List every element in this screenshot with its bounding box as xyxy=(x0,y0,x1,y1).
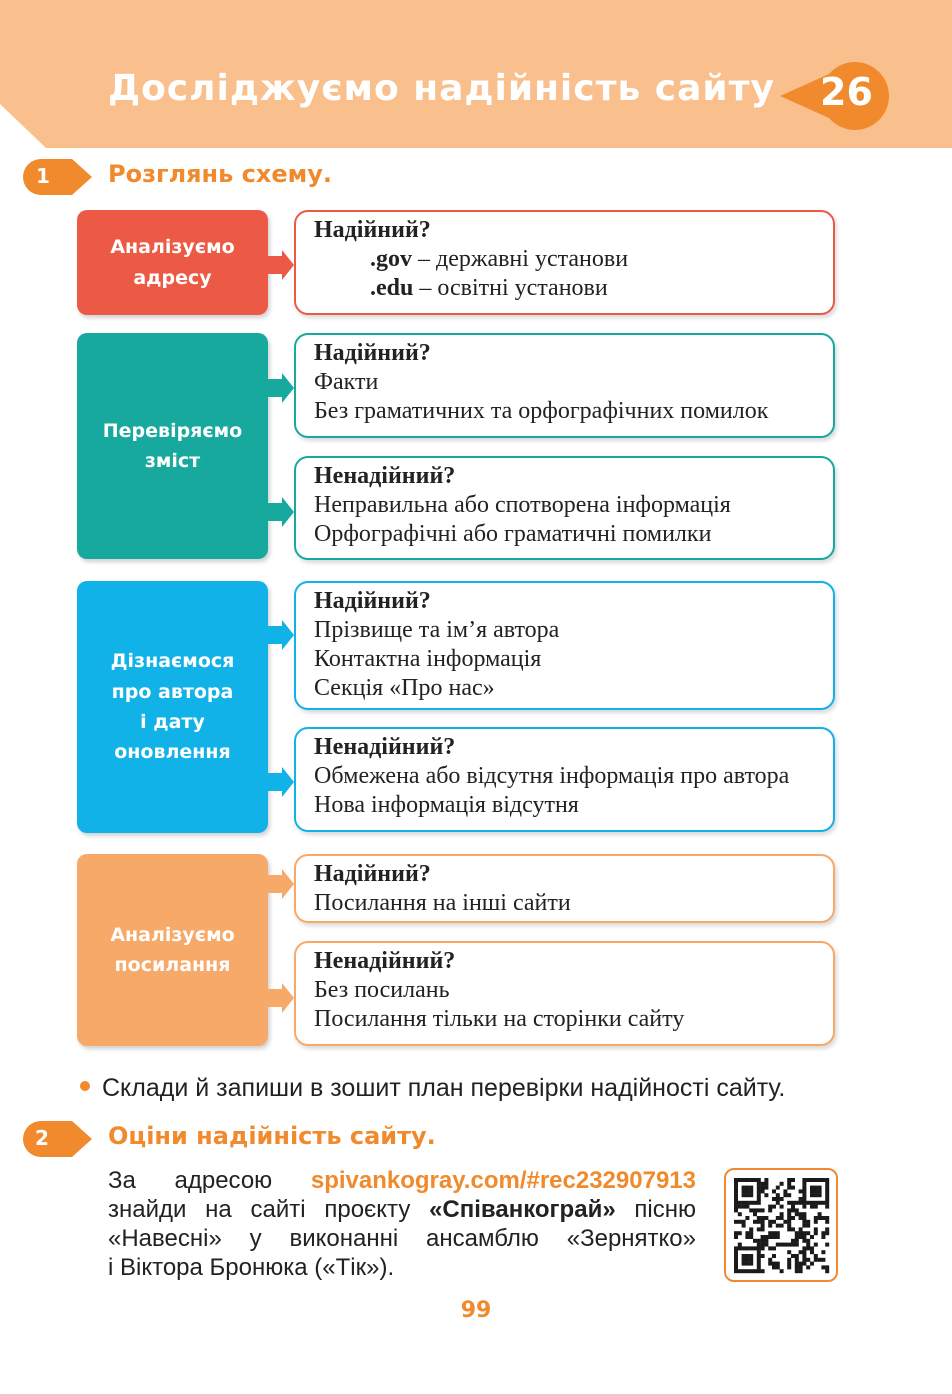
box-line: Неправильна або спотворена інформація xyxy=(314,492,731,518)
box-heading: Надійний? xyxy=(314,588,431,614)
box-line: Контактна інформація xyxy=(314,646,542,672)
arrow-icon xyxy=(268,620,294,650)
category-author-label: Дізнаємося про автора і дату оновлення xyxy=(110,650,235,764)
box-line: Прізвище та ім’я автора xyxy=(314,617,560,643)
instruction-bullet xyxy=(80,1074,785,1103)
box-line: Без граматичних та орфографічних помилок xyxy=(314,398,769,424)
text-line: і Віктора Бронюка («Тік»). xyxy=(108,1254,395,1281)
site-link[interactable]: spivankogray.com/#rec232907913 xyxy=(310,1167,696,1194)
box-line: .gov – державні установи xyxy=(370,246,629,272)
lesson-number: 26 xyxy=(820,70,873,114)
box-line: Посилання тільки на сторінки сайту xyxy=(314,1006,685,1032)
category-links-label: Аналізуємо посилання xyxy=(110,923,235,976)
page-number: 99 xyxy=(460,1298,492,1323)
box-line: Обмежена або відсутня інформація про автора xyxy=(314,763,790,789)
author-unreliable-box xyxy=(294,727,835,832)
box-heading: Надійний? xyxy=(314,861,431,887)
arrow-icon xyxy=(268,869,294,899)
category-links xyxy=(77,854,268,1046)
category-content-label: Перевіряємо зміст xyxy=(102,419,243,472)
arrow-icon xyxy=(268,373,294,403)
category-address xyxy=(77,210,268,315)
arrow-icon xyxy=(268,983,294,1013)
text-line: «Навесні» у виконанні ансамблю «Зернятко» xyxy=(108,1225,696,1252)
links-unreliable-box xyxy=(294,941,835,1046)
box-heading: Надійний? xyxy=(314,217,431,243)
task-2-text xyxy=(108,1166,696,1282)
box-line: .edu – освітні установи xyxy=(370,275,608,301)
box-heading: Ненадійний? xyxy=(314,734,456,760)
bullet-icon xyxy=(80,1081,90,1091)
task-1-number: 1 xyxy=(36,164,50,188)
box-heading: Ненадійний? xyxy=(314,463,456,489)
project-name: «Співанкограй» xyxy=(429,1196,616,1223)
page-title: Досліджуємо надійність сайту xyxy=(108,68,775,109)
links-reliable-box xyxy=(294,854,835,923)
task-2-number: 2 xyxy=(35,1126,49,1150)
box-line: Без посилань xyxy=(314,977,450,1003)
task-1-title: Розглянь схему. xyxy=(108,160,333,188)
qr-code-icon xyxy=(726,1170,836,1280)
arrow-icon xyxy=(268,250,294,280)
qr-code[interactable] xyxy=(724,1168,838,1282)
author-reliable-box xyxy=(294,581,835,710)
category-address-label: Аналізуємо адресу xyxy=(110,236,235,289)
address-reliable-box xyxy=(294,210,835,315)
category-content xyxy=(77,333,268,559)
task-number-marker xyxy=(22,158,94,196)
task-number-marker xyxy=(22,1120,94,1158)
box-line: Орфографічні або граматичні помилки xyxy=(314,521,712,547)
box-line: Факти xyxy=(314,369,379,395)
text-line: знайди на сайті проєкту «Співанкограй» пісню xyxy=(108,1196,697,1223)
task-2-title: Оціни надійність сайту. xyxy=(108,1122,436,1150)
instruction-text: Склади й запиши в зошит план перевірки надійності сайту. xyxy=(102,1074,786,1102)
text-line: За адресою spivankogray.com/#rec232907913 xyxy=(108,1167,696,1194)
arrow-icon xyxy=(268,497,294,527)
box-heading: Ненадійний? xyxy=(314,948,456,974)
content-unreliable-box xyxy=(294,456,835,560)
content-reliable-box xyxy=(294,333,835,438)
box-line: Секція «Про нас» xyxy=(314,675,495,701)
arrow-icon xyxy=(268,767,294,797)
box-line: Посилання на інші сайти xyxy=(314,890,571,916)
category-author xyxy=(77,581,268,833)
box-line: Нова інформація відсутня xyxy=(314,792,579,818)
box-heading: Надійний? xyxy=(314,340,431,366)
